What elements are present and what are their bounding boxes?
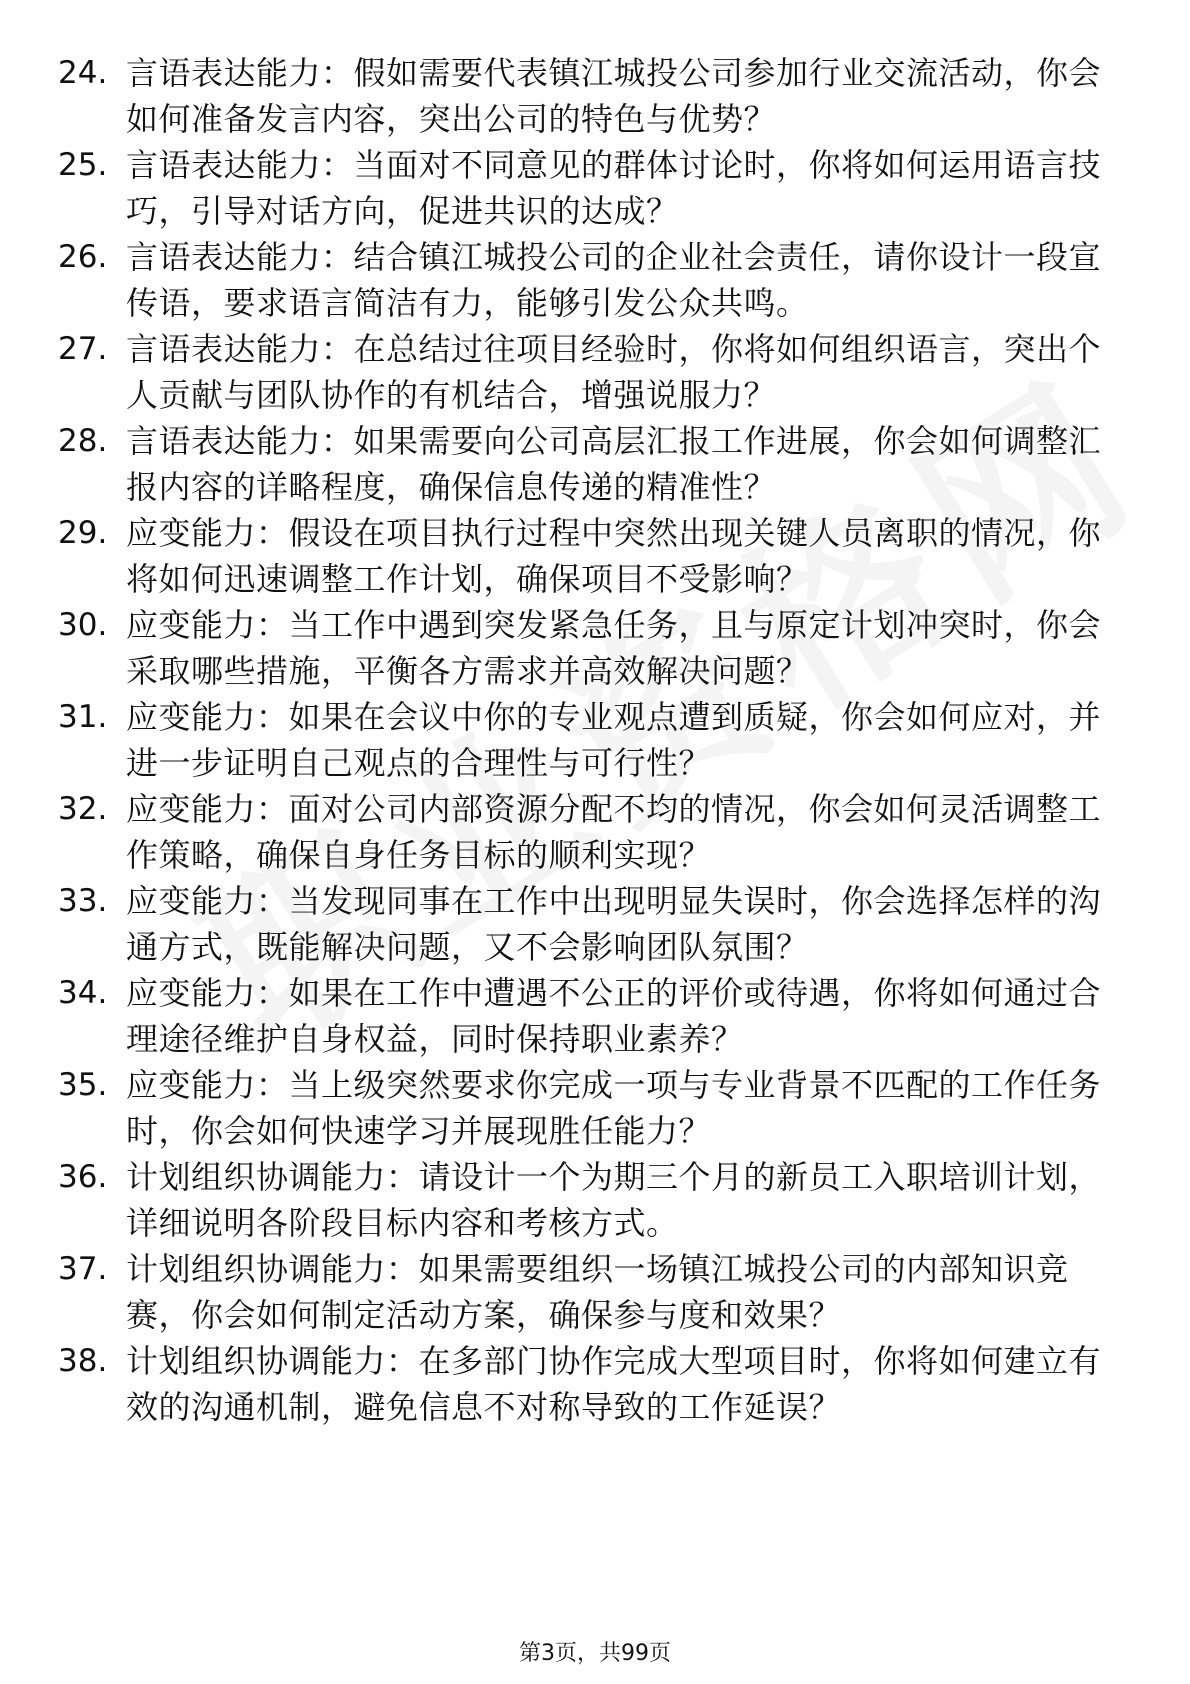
question-text: 言语表达能力：当面对不同意见的群体讨论时，你将如何运用语言技巧，引导对话方向，促进共识的达成？ bbox=[126, 146, 1102, 230]
question-text: 计划组织协调能力：请设计一个为期三个月的新员工入职培训计划，详细说明各阶段目标内容和考核方式。 bbox=[126, 1158, 1102, 1242]
question-text: 应变能力：当工作中遇到突发紧急任务，且与原定计划冲突时，你会采取哪些措施，平衡各方需求并高效解决问题？ bbox=[126, 606, 1102, 690]
question-item bbox=[58, 1338, 1118, 1430]
question-text: 言语表达能力：假如需要代表镇江城投公司参加行业交流活动，你会如何准备发言内容，突出公司的特色与优势？ bbox=[126, 54, 1102, 138]
question-item bbox=[58, 970, 1118, 1062]
page-number: 第3页，共99页 bbox=[519, 1641, 671, 1666]
question-text: 计划组织协调能力：如果需要组织一场镇江城投公司的内部知识竞赛，你会如何制定活动方案，确保参与度和效果？ bbox=[126, 1250, 1069, 1334]
question-number: 36. bbox=[58, 1159, 108, 1195]
question-text: 应变能力：当上级突然要求你完成一项与专业背景不匹配的工作任务时，你会如何快速学习并展现胜任能力？ bbox=[126, 1066, 1102, 1150]
question-item bbox=[58, 50, 1118, 142]
question-item bbox=[58, 1062, 1118, 1154]
question-item bbox=[58, 510, 1118, 602]
question-number: 30. bbox=[58, 607, 108, 643]
question-number: 31. bbox=[58, 699, 108, 735]
question-text: 应变能力：面对公司内部资源分配不均的情况，你会如何灵活调整工作策略，确保自身任务目标的顺利实现？ bbox=[126, 790, 1102, 874]
question-item bbox=[58, 1246, 1118, 1338]
question-number: 35. bbox=[58, 1067, 108, 1103]
question-item bbox=[58, 326, 1118, 418]
question-number: 29. bbox=[58, 515, 108, 551]
question-item bbox=[58, 602, 1118, 694]
question-number: 24. bbox=[58, 55, 108, 91]
question-text: 言语表达能力：在总结过往项目经验时，你将如何组织语言，突出个人贡献与团队协作的有机结合，增强说服力？ bbox=[126, 330, 1102, 414]
question-item bbox=[58, 418, 1118, 510]
question-number: 25. bbox=[58, 147, 108, 183]
question-text: 应变能力：如果在会议中你的专业观点遭到质疑，你会如何应对，并进一步证明自己观点的合理性与可行性？ bbox=[126, 698, 1102, 782]
question-item bbox=[58, 694, 1118, 786]
question-item bbox=[58, 234, 1118, 326]
question-number: 38. bbox=[58, 1343, 108, 1379]
question-item bbox=[58, 878, 1118, 970]
question-number: 37. bbox=[58, 1251, 108, 1287]
question-number: 27. bbox=[58, 331, 108, 367]
question-text: 应变能力：如果在工作中遭遇不公正的评价或待遇，你将如何通过合理途径维护自身权益，同时保持职业素养？ bbox=[126, 974, 1102, 1058]
question-text: 计划组织协调能力：在多部门协作完成大型项目时，你将如何建立有效的沟通机制，避免信息不对称导致的工作延误？ bbox=[126, 1342, 1102, 1426]
question-number: 34. bbox=[58, 975, 108, 1011]
question-item bbox=[58, 1154, 1118, 1246]
question-number: 33. bbox=[58, 883, 108, 919]
question-text: 应变能力：假设在项目执行过程中突然出现关键人员离职的情况，你将如何迅速调整工作计划，确保项目不受影响？ bbox=[126, 514, 1102, 598]
question-text: 言语表达能力：结合镇江城投公司的企业社会责任，请你设计一段宣传语，要求语言简洁有力，能够引发公众共鸣。 bbox=[126, 238, 1102, 322]
question-item bbox=[58, 142, 1118, 234]
question-text: 应变能力：当发现同事在工作中出现明显失误时，你会选择怎样的沟通方式，既能解决问题，又不会影响团队氛围？ bbox=[126, 882, 1102, 966]
question-number: 26. bbox=[58, 239, 108, 275]
question-number: 32. bbox=[58, 791, 108, 827]
question-number: 28. bbox=[58, 423, 108, 459]
question-text: 言语表达能力：如果需要向公司高层汇报工作进展，你会如何调整汇报内容的详略程度，确保信息传递的精准性？ bbox=[126, 422, 1102, 506]
question-item bbox=[58, 786, 1118, 878]
